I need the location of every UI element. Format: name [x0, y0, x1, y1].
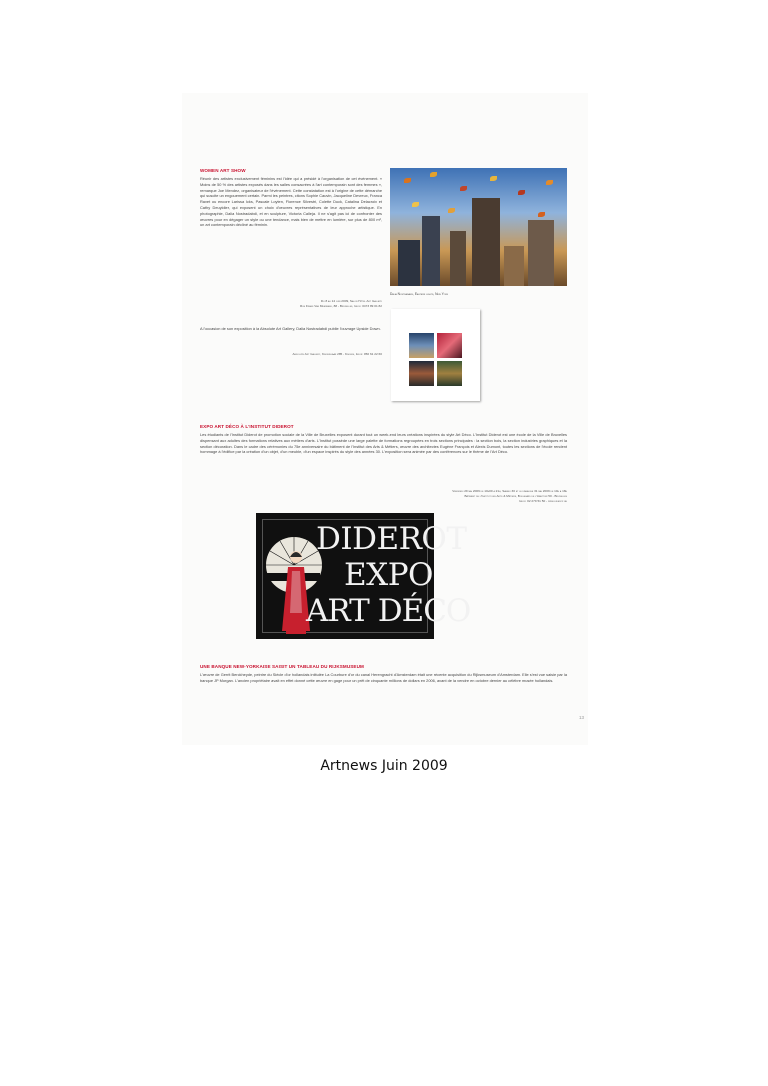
banque-body: L'œuvre de Gerrit Berckheyde, peintre du Siècle d'or hollandais intitulée La Courbure d'or du canal Herengracht d'Amsterdam était une récente acquisition du Rijksmuseum d'Amsterdam. Elle s'est vue saisie par la banque JP Morgan. L'ancien propriétaire avait en effet donné cette œuvre en gage pour un prêt de cinquante millions de dollars en 2006, avant de la vendre en octobre dernier au célèbre musée hollandais. [200, 672, 567, 683]
section-title-banque: UNE BANQUE NEW-YORKAISE SAISIT UN TABLEAU DU RIJKSMUSEUM [200, 664, 364, 669]
poster-title-art-deco: ART DÉCO [306, 593, 471, 629]
poster-title-diderot: DIDEROT [316, 521, 467, 557]
section-title-expo-art-deco: EXPO ART DÉCO À L'INSTITUT DIDEROT [200, 424, 294, 429]
book-thumb [437, 333, 462, 358]
book-card [391, 309, 480, 401]
women-art-show-body: Réunir des artistes exclusivement féminins est l'idée qui a présidé à l'organisation de cet événement. « Moins de 50 % des artistes exposés dans les salles consacrées à l'art contemporain sont des femmes », remarque Joe Mendez, organisateur de l'événement. Cette constatation est à l'origine de cette démarche qui suscite un engouement certain. Parmi les peintres, citons Sophie Cauvin, Jacqueline Devreux, Franca Ravet ou encore Larissa Icks, Pascale Loyten, Florence Silvestri, Colette Duck, Catalina Delacroix et Cathy Deuyldier, qui exposent un choix d'œuvres représentatives de leur approche artistique. En photographie, Dalia Nostradabdi, et en sculpture, Victoria Calleja. Il ne s'agit pas ici de confronter des œuvres pour en dégager un style ou une tendance, mais bien de mettre en lumière, sur plus de 800 m², un art contemporain décliné au féminin. [200, 176, 382, 228]
skyline-photo [390, 168, 567, 286]
document-caption: Artnews Juin 2009 [320, 758, 448, 774]
poster-title-expo: EXPO [344, 557, 433, 593]
credit-line: Bâtiment de l'Institut des Arts & Métiers, Boulevard de l'Abattoir 50 - Bruxelles [464, 493, 567, 498]
book-thumb [409, 361, 434, 386]
absolute-gallery-credit: Absolute Art Gallery, Knokkelaan 285 - Knokke, Infos: 050 61 22 60 [292, 352, 382, 356]
credit-line: Rue Frans Van Meerbeek, 88 - Bruxelles, Infos: 0473 89 01 82 [300, 303, 382, 308]
women-art-show-credit [200, 299, 382, 309]
expo-art-deco-credit [200, 489, 567, 503]
page-number: 13 [579, 715, 585, 720]
book-thumb [437, 361, 462, 386]
credit-line: Infos: 02 279 51 50 - www.diderot.be [519, 498, 567, 503]
credit-line: Du 8 au 14 juin 2009, Salon Hôtel Art Gallery [320, 299, 382, 303]
section-title-women-art-show: WOMEN ART SHOW [200, 168, 246, 173]
credit-line: Vendredi 29 mai 2009 de 10h00 à 21h, Samedi 30 et le dimanche 31 mai 2009 de 10h à 18h [452, 489, 567, 493]
book-thumb [409, 333, 434, 358]
art-deco-poster [256, 513, 471, 639]
photo-caption: Dalia Nostradabdi, Eastern lights, New York [390, 292, 449, 296]
women-art-show-body-2: A l'occasion de son exposition à la Absolute Art Gallery, Dalia Nostradabdi publie l'ouvrage Upside Down. [200, 326, 381, 331]
expo-art-deco-body: Les étudiants de l'Institut Diderot de promotion sociale de la Ville de Bruxelles exposent durant tout un week-end leurs créations inspirées du style Art Déco. L'Institut Diderot est une école de la Ville de Bruxelles dispensant aux adultes des formations relatives aux métiers d'arts. L'Institut possède une large palette de formations regroupées en trois sections principales : la section bois, la section industries graphiques et la section décoration. Dans le cadre des cérémonies du 75e anniversaire du bâtiment de l'Institut des Arts & Métiers, œuvre des architectes Eugène François et Alexis Dumont, toutes les sections de l'école rendent hommage à l'édifice par la création d'un objet, d'un meuble, d'un espace inspirés du style des années 30. L'exposition sera animée par des conférences sur le thème de l'Art Déco. [200, 432, 567, 455]
